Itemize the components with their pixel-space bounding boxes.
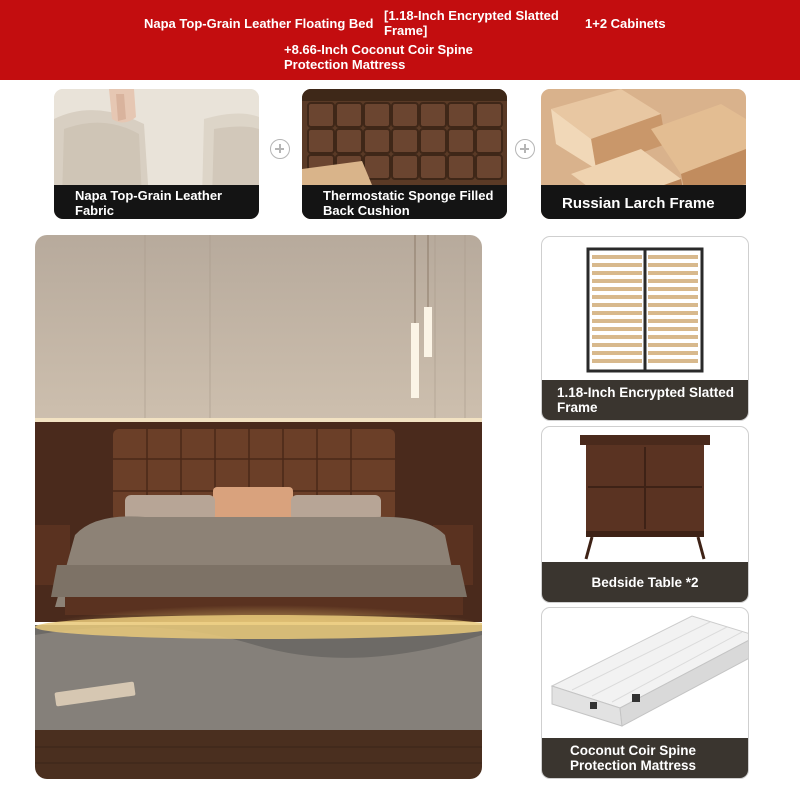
banner-cabinets-label: 1+2 Cabinets <box>585 16 666 31</box>
feature-card-leather <box>54 89 259 219</box>
component-caption-mattress: Coconut Coir Spine Protection Mattress <box>542 738 748 778</box>
header-banner <box>0 0 800 80</box>
banner-title: Napa Top-Grain Leather Floating Bed <box>144 16 374 31</box>
main-bed-image <box>35 235 482 779</box>
bedroom-scene <box>35 235 482 779</box>
feature-caption-larch: Russian Larch Frame <box>541 185 746 219</box>
feature-caption-leather: Napa Top-Grain Leather Fabric <box>54 185 259 219</box>
component-card-slatted-frame <box>541 236 749 421</box>
feature-caption-cushion: Thermostatic Sponge Filled Back Cushion <box>302 185 507 219</box>
plus-circle-icon <box>515 139 535 159</box>
bedside-table-image <box>542 427 749 562</box>
component-card-mattress <box>541 607 749 779</box>
slatted-frame-image <box>542 237 749 377</box>
component-card-bedside-table <box>541 426 749 603</box>
feature-card-larch <box>541 89 746 219</box>
mattress-image <box>542 608 749 738</box>
component-caption-frame: 1.18-Inch Encrypted Slatted Frame <box>542 380 748 420</box>
plus-circle-icon <box>270 139 290 159</box>
banner-mattress-label: +8.66-Inch Coconut Coir Spine Protection Mattress <box>284 42 473 72</box>
component-caption-bedside: Bedside Table *2 <box>542 562 748 602</box>
banner-frame-label: [1.18-Inch Encrypted Slatted Frame] <box>384 8 559 38</box>
feature-card-cushion <box>302 89 507 219</box>
